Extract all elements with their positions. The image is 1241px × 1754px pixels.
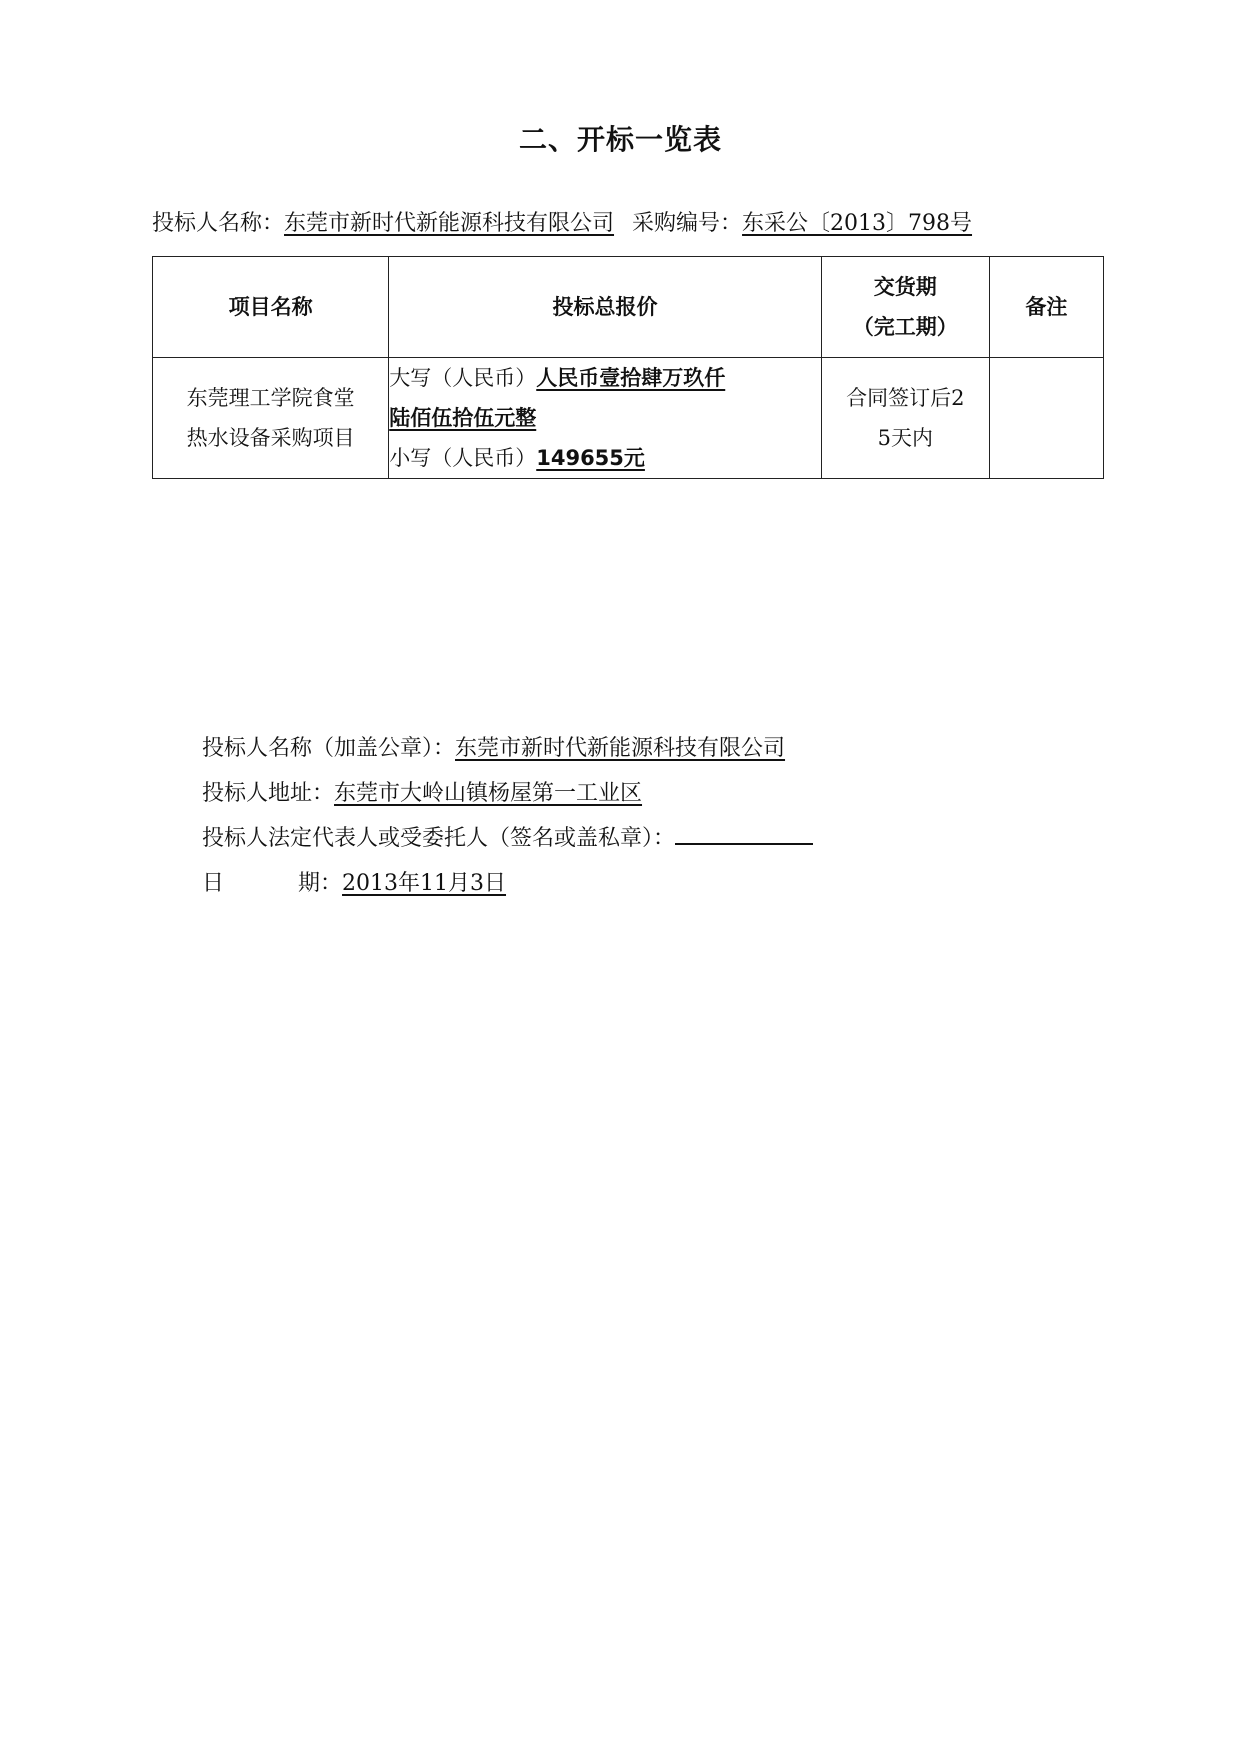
- header-delivery-line2: （完工期）: [852, 315, 958, 339]
- signature-block: [202, 726, 813, 906]
- price-upper-value-part1: 人民币壹拾肆万玖仟: [536, 366, 726, 390]
- delivery-line2: 5天内: [877, 426, 933, 450]
- price-upper-line1: [389, 358, 820, 398]
- page-title: 二、开标一览表: [518, 123, 722, 156]
- price-lower-label: 小写（人民币）: [389, 446, 537, 470]
- header-total-price: 投标总报价: [389, 257, 821, 358]
- project-name-line1: 东莞理工学院食堂: [186, 386, 355, 410]
- signature-name-value: 东莞市新时代新能源科技有限公司: [455, 736, 786, 761]
- signature-date-line: [202, 861, 813, 906]
- cell-project-name: [153, 358, 389, 479]
- signature-blank-line: [675, 821, 813, 845]
- price-lower-line: [389, 438, 820, 478]
- price-upper-line2: [389, 398, 820, 438]
- bidder-name-label: 投标人名称：: [152, 211, 285, 236]
- header-delivery-line1: 交货期: [873, 275, 937, 299]
- signature-date-value: 2013年11月3日: [342, 871, 507, 896]
- cell-delivery-period: [821, 358, 989, 479]
- date-label-part2: 期：: [298, 871, 343, 896]
- signature-address-value: 东莞市大岭山镇杨屋第一工业区: [334, 781, 643, 806]
- signature-address-line: [202, 771, 813, 816]
- cell-remarks: [989, 358, 1103, 479]
- cell-total-price: [389, 358, 821, 479]
- date-label-part1: 日: [202, 871, 225, 896]
- header-delivery-period: [821, 257, 989, 358]
- procurement-code-value: 东采公〔2013〕798号: [742, 211, 973, 236]
- bidder-info-line: [152, 206, 972, 237]
- table-header-row: [153, 257, 1104, 358]
- procurement-code-label: 采购编号：: [632, 211, 743, 236]
- price-upper-label: 大写（人民币）: [389, 366, 537, 390]
- signature-representative-line: [202, 816, 813, 861]
- signature-representative-label: 投标人法定代表人或受委托人（签名或盖私章）：: [202, 826, 676, 851]
- signature-name-label: 投标人名称（加盖公章）：: [202, 736, 456, 761]
- header-remarks: 备注: [989, 257, 1103, 358]
- bid-opening-table: [152, 256, 1104, 479]
- table-row: [153, 358, 1104, 479]
- signature-name-line: [202, 726, 813, 771]
- bidder-name-value: 东莞市新时代新能源科技有限公司: [284, 211, 615, 236]
- delivery-line1: 合同签订后2: [846, 386, 965, 410]
- price-lower-value: 149655元: [536, 446, 645, 470]
- signature-address-label: 投标人地址：: [202, 781, 335, 806]
- header-project-name: 项目名称: [153, 257, 389, 358]
- price-upper-value-part2: 陆佰伍拾伍元整: [389, 406, 537, 430]
- project-name-line2: 热水设备采购项目: [186, 426, 355, 450]
